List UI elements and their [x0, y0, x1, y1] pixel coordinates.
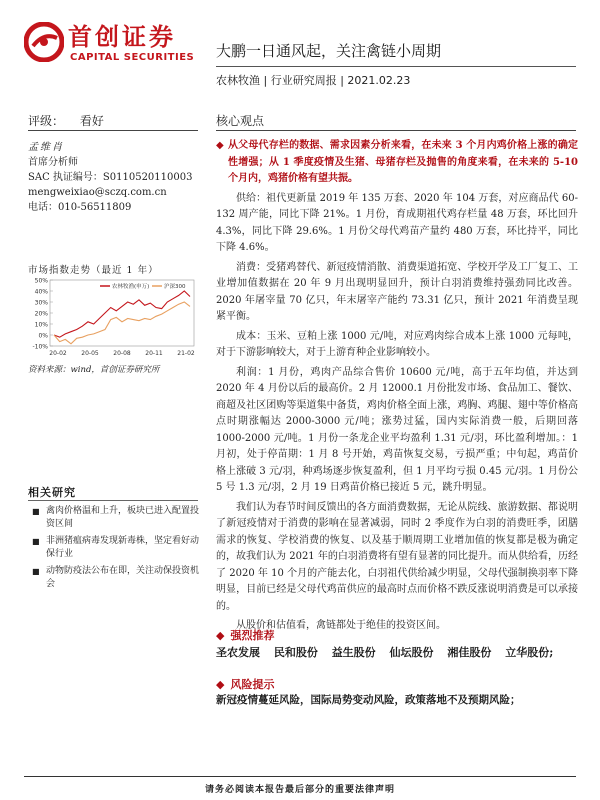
company-logo [24, 22, 224, 72]
chart-title: 市场指数走势（最近 1 年） [28, 265, 159, 276]
report-subtitle: 农林牧渔 | 行业研究周报 | 2021.02.23 [216, 74, 411, 87]
header-divider [216, 66, 576, 67]
stock-name: 圣农发展 [216, 646, 260, 659]
related-divider [28, 500, 198, 501]
chart-source: 资料来源：wind，首创证券研究所 [28, 365, 160, 375]
bullet-icon: ◆ [216, 678, 225, 691]
related-item-text: 非洲猪瘟病毒发现新毒株，坚定看好动保行业 [46, 536, 200, 559]
stock-name: 湘佳股份 [447, 646, 492, 659]
stock-name: 益生股份 [331, 646, 376, 659]
series-line [54, 302, 190, 344]
y-tick-label: 30% [34, 299, 48, 307]
related-research-heading: 相关研究 [28, 486, 76, 499]
recommended-stocks [216, 644, 563, 660]
profit-paragraph: 利润：1 月份，鸡肉产品综合售价 10600 元/吨，高于五年均值，并达到 2020 年 4 月份以后的最高价。2 月 12000.1 月份批发市场、食品加工、餐饮、商超及社区团购等渠道集中备货，鸡肉价格全面上涨，鸡胸、鸡腿、翅中等价格高点时期涨幅达 2000-3000 元/吨；涨势过猛，国内实际消费一般，后期回落 1000-2000 元/吨。1 月份一条龙企业平均盈利 1.31 元/羽，环比盈利增加。：1 月初，处于停苗期：1 月 8 号开始，鸡苗恢复交易，亏损严重；中旬起，鸡苗价格上涨破 3 元/羽，种鸡场逐步恢复盈利，但 1 月平均亏损 0.45 元/羽。1 月份公 5 号 1.3 元/羽，2 月 19 日鸡苗价格已接近 5 元，跳升明显。 [216, 366, 578, 493]
y-tick-label: 40% [34, 288, 48, 296]
y-tick-label: 50% [34, 277, 48, 285]
x-tick-label: 20-05 [81, 350, 99, 357]
legend-label: 沪深300 [164, 284, 186, 290]
strong-title: 强烈推荐 [230, 629, 275, 642]
x-tick-label: 20-08 [113, 350, 131, 357]
risk-title: 风险提示 [230, 678, 275, 691]
risk-heading [216, 676, 274, 692]
related-item[interactable] [28, 565, 203, 591]
lead-paragraph [216, 138, 578, 188]
main-content [216, 138, 578, 638]
consumption-paragraph: 消费：受猪鸡替代、新冠疫情消散、消费渠道拓宽、学校开学及工厂复工、工业增加值数据在 20 年 9 月出现明显回升，预计白羽消费维持强劲同比改善。2020 年屠宰量 70 亿只，年末屠宰产能约 73.31 亿只，预计 2021 年消费呈现紧平衡。 [216, 261, 578, 322]
cost-paragraph: 成本：玉米、豆粕上涨 1000 元/吨，对应鸡肉综合成本上涨 1000 元每吨，对于下游影响较大，对于上游育种企业影响较小。 [216, 330, 578, 358]
x-tick-label: 20-02 [49, 350, 67, 357]
stock-name: 仙坛股份 [389, 646, 434, 659]
stock-name: 民和股份 [273, 646, 318, 659]
related-item[interactable] [28, 535, 203, 561]
bullet-icon: ◆ [216, 140, 224, 151]
rating-value: 看好 [79, 114, 104, 128]
analyst-name: 孟维肖 [28, 142, 64, 153]
bullet-icon: ■ [32, 537, 40, 546]
analyst-phone: 电话：010-56511809 [28, 202, 132, 213]
right-divider [216, 130, 576, 131]
x-tick-label: 20-11 [145, 350, 163, 357]
supply-paragraph: 供给：祖代更新量 2019 年 135 万套、2020 年 104 万套，对应商品代 60-132 周产能，同比下降 21%。1 月份，育成期祖代鸡存栏量 48 万套，环比回升 4.3%，同比下降 29.6%。1 月份父母代鸡苗产量约 480 万套，环比持平，同比下降 4.6%。 [216, 192, 578, 253]
y-tick-label: 10% [34, 321, 48, 329]
report-title: 大鹏一日通风起，关注禽链小周期 [216, 42, 442, 60]
logo-name-cn: 首创证券 [68, 23, 176, 51]
y-tick-label: 0% [38, 332, 48, 340]
lead-text: 从父母代存栏的数据、需求因素分析来看，在未来 3 个月内鸡价格上涨的确定性增强；从 1 季度疫情及生猪、母猪存栏及抛售的角度来看，在未来的 5-10 个月内，鸡猪价格有望共振。 [228, 140, 578, 184]
rating-label: 评级： [28, 114, 65, 128]
strong-recommend-heading [216, 627, 274, 643]
related-item-text: 禽肉价格温和上升，板块已进入配置投资区间 [46, 506, 200, 529]
outlook-paragraph: 我们认为春节时间反馈出的各方面消费数据，无论从院线、旅游数据、都说明了新冠疫情对于消费的影响在显著减弱，同时 2 季度作为白羽的消费旺季，团膳需求的恢复、学校消费的恢复、以及基于顺周期工业增加值的恢复都是极为确定的，故我们认为 2021 年的白羽消费将有望有显著的同比提升。而从供给看，历经了 2020 年 10 个月的产能去化，白羽祖代供给减少明显，父母代强制换羽率下降明显，目前已经是父母代鸡苗供应的最高时点而价格不跌反涨说明消费是可以承接的。 [216, 501, 578, 612]
legend-label: 农林牧渔(申万) [112, 284, 150, 290]
bullet-icon: ■ [32, 567, 40, 576]
footer-divider [24, 776, 576, 777]
risk-text: 新冠疫情蔓延风险，国际局势变动风险，政策落地不及预期风险； [216, 694, 521, 706]
left-divider [28, 130, 198, 131]
valuation-paragraph: 从股价和估值看，禽链都处于绝佳的投资区间。 [236, 620, 446, 631]
analyst-sac: SAC 执证编号：S0110520110003 [28, 172, 193, 183]
y-tick-label: 20% [34, 310, 48, 318]
legal-footer: 请务必阅读本报告最后部分的重要法律声明 [204, 785, 395, 795]
logo-name-en: CAPITAL SECURITIES [70, 52, 195, 63]
related-item-text: 动物防疫法公布在即，关注动保投资机会 [46, 566, 200, 589]
market-index-chart [28, 276, 198, 358]
analyst-info [28, 140, 208, 215]
bullet-icon: ■ [32, 507, 40, 516]
related-item[interactable] [28, 505, 203, 531]
analyst-email[interactable]: mengweixiao@sczq.com.cn [28, 187, 167, 198]
y-tick-label: -10% [32, 343, 48, 351]
analyst-role: 首席分析师 [28, 157, 78, 168]
core-views-heading: 核心观点 [216, 114, 265, 128]
x-tick-label: 21-02 [177, 350, 195, 357]
rating [28, 112, 116, 129]
series-line [54, 291, 190, 337]
logo-mark-icon [24, 22, 64, 62]
bullet-icon: ◆ [216, 629, 225, 642]
related-research-list [28, 505, 203, 595]
stock-name: 立华股份; [505, 646, 554, 659]
